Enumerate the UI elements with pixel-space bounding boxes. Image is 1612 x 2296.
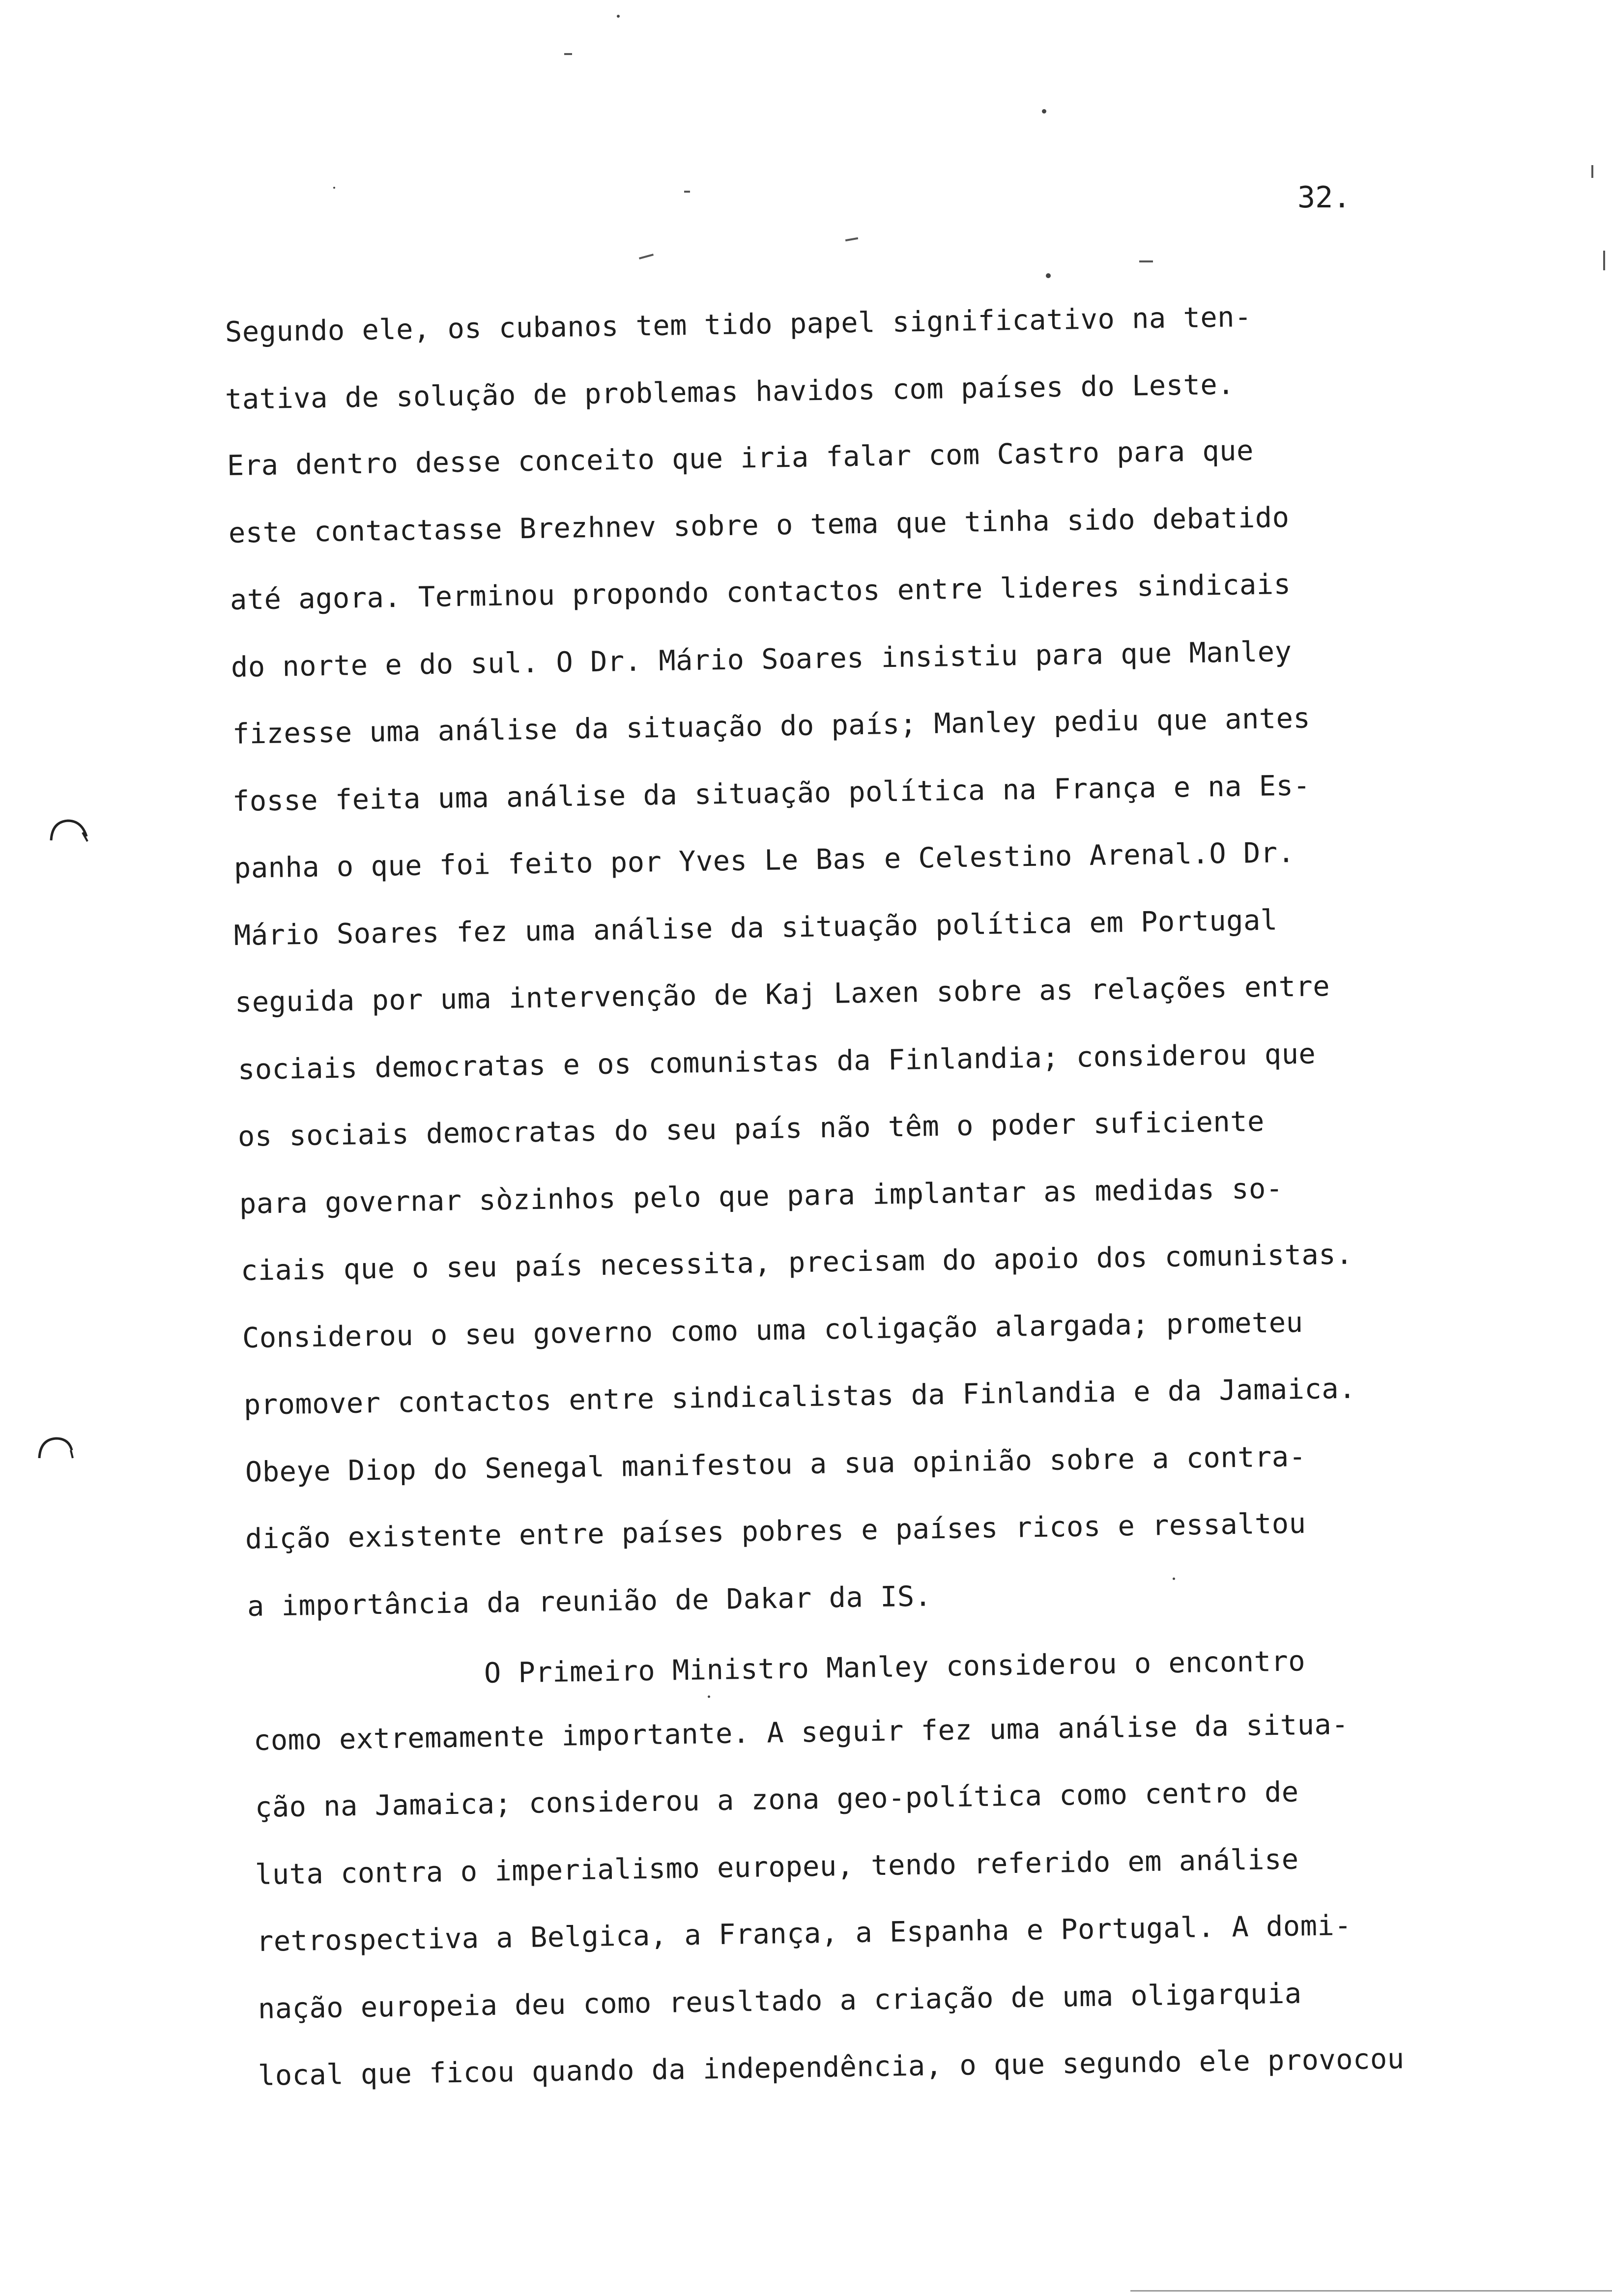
page-edge-rule: [1130, 2290, 1612, 2292]
scan-speck: [845, 237, 858, 241]
text-line: os sociais democratas do seu país não têm o poder suficiente: [237, 1105, 1265, 1153]
text-line: ção na Jamaica; considerou a zona geo-política como centro de: [255, 1776, 1299, 1824]
scan-speck: [1603, 251, 1605, 270]
text-line: como extremamente importante. A seguir fez uma análise da situa-: [253, 1708, 1349, 1757]
text-line: fizesse uma análise da situação do país; Manley pediu que antes: [232, 702, 1311, 750]
scan-speck: [1046, 273, 1051, 278]
scan-speck: [639, 254, 654, 259]
text-line: local que ficou quando da independência, o que segundo ele provocou: [258, 2042, 1405, 2092]
text-line: panha o que foi feito por Yves Le Bas e Celestino Arenal.O Dr.: [233, 836, 1295, 885]
scan-speck: [1591, 165, 1593, 178]
scan-speck: [617, 15, 620, 18]
scan-speck: [564, 53, 572, 55]
text-line: tativa de solução de problemas havidos com países do Leste.: [225, 368, 1235, 416]
text-line: nação europeia deu como reusltado a criação de uma oligarquia: [258, 1977, 1302, 2025]
scan-speck: [708, 1695, 710, 1698]
text-line: promover contactos entre sindicalistas da Finlandia e da Jamaica.: [243, 1372, 1356, 1421]
text-line: luta contra o imperialismo europeu, tendo referido em análise: [255, 1843, 1299, 1891]
scan-speck: [1139, 260, 1153, 262]
scan-speck: [684, 191, 690, 193]
text-line: do norte e do sul. O Dr. Mário Soares insistiu para que Manley: [230, 635, 1292, 684]
text-line: seguida por uma intervenção de Kaj Laxen sobre as relações entre: [234, 970, 1330, 1019]
text-line: Era dentro desse conceito que iria falar com Castro para que: [227, 434, 1254, 482]
text-line: este contactasse Brezhnev sobre o tema que tinha sido debatido: [228, 501, 1290, 549]
text-line: Considerou o seu governo como uma coligação alargada; prometeu: [242, 1306, 1303, 1354]
punch-hole-icon: [36, 1433, 78, 1463]
scan-speck: [1173, 1578, 1175, 1580]
punch-hole-icon: [48, 816, 89, 846]
text-line: ciais que o seu país necessita, precisam do apoio dos comunistas.: [240, 1238, 1353, 1287]
text-line: dição existente entre países pobres e países ricos e ressaltou: [245, 1507, 1306, 1555]
text-line: a importância da reunião de Dakar da IS.: [247, 1580, 932, 1623]
page-number: 32.: [1297, 180, 1351, 215]
text-line: Mário Soares fez uma análise da situação política em Portugal: [233, 904, 1278, 952]
scan-speck: [1042, 109, 1046, 114]
text-line: O Primeiro Ministro Manley considerou o encontro: [484, 1645, 1306, 1690]
text-line: sociais democratas e os comunistas da Finlandia; considerou que: [237, 1037, 1316, 1086]
text-line: até agora. Terminou propondo contactos entre lideres sindicais: [230, 568, 1291, 616]
text-line: Obeye Diop do Senegal manifestou a sua opinião sobre a contra-: [245, 1440, 1306, 1489]
text-line: retrospectiva a Belgica, a França, a Espanha e Portugal. A domi-: [256, 1909, 1352, 1958]
text-line: fosse feita uma análise da situação política na França e na Es-: [232, 769, 1311, 818]
scan-speck: [333, 187, 335, 189]
text-line: para governar sòzinhos pelo que para implantar as medidas so-: [239, 1172, 1284, 1220]
text-line: Segundo ele, os cubanos tem tido papel significativo na ten-: [225, 301, 1252, 348]
